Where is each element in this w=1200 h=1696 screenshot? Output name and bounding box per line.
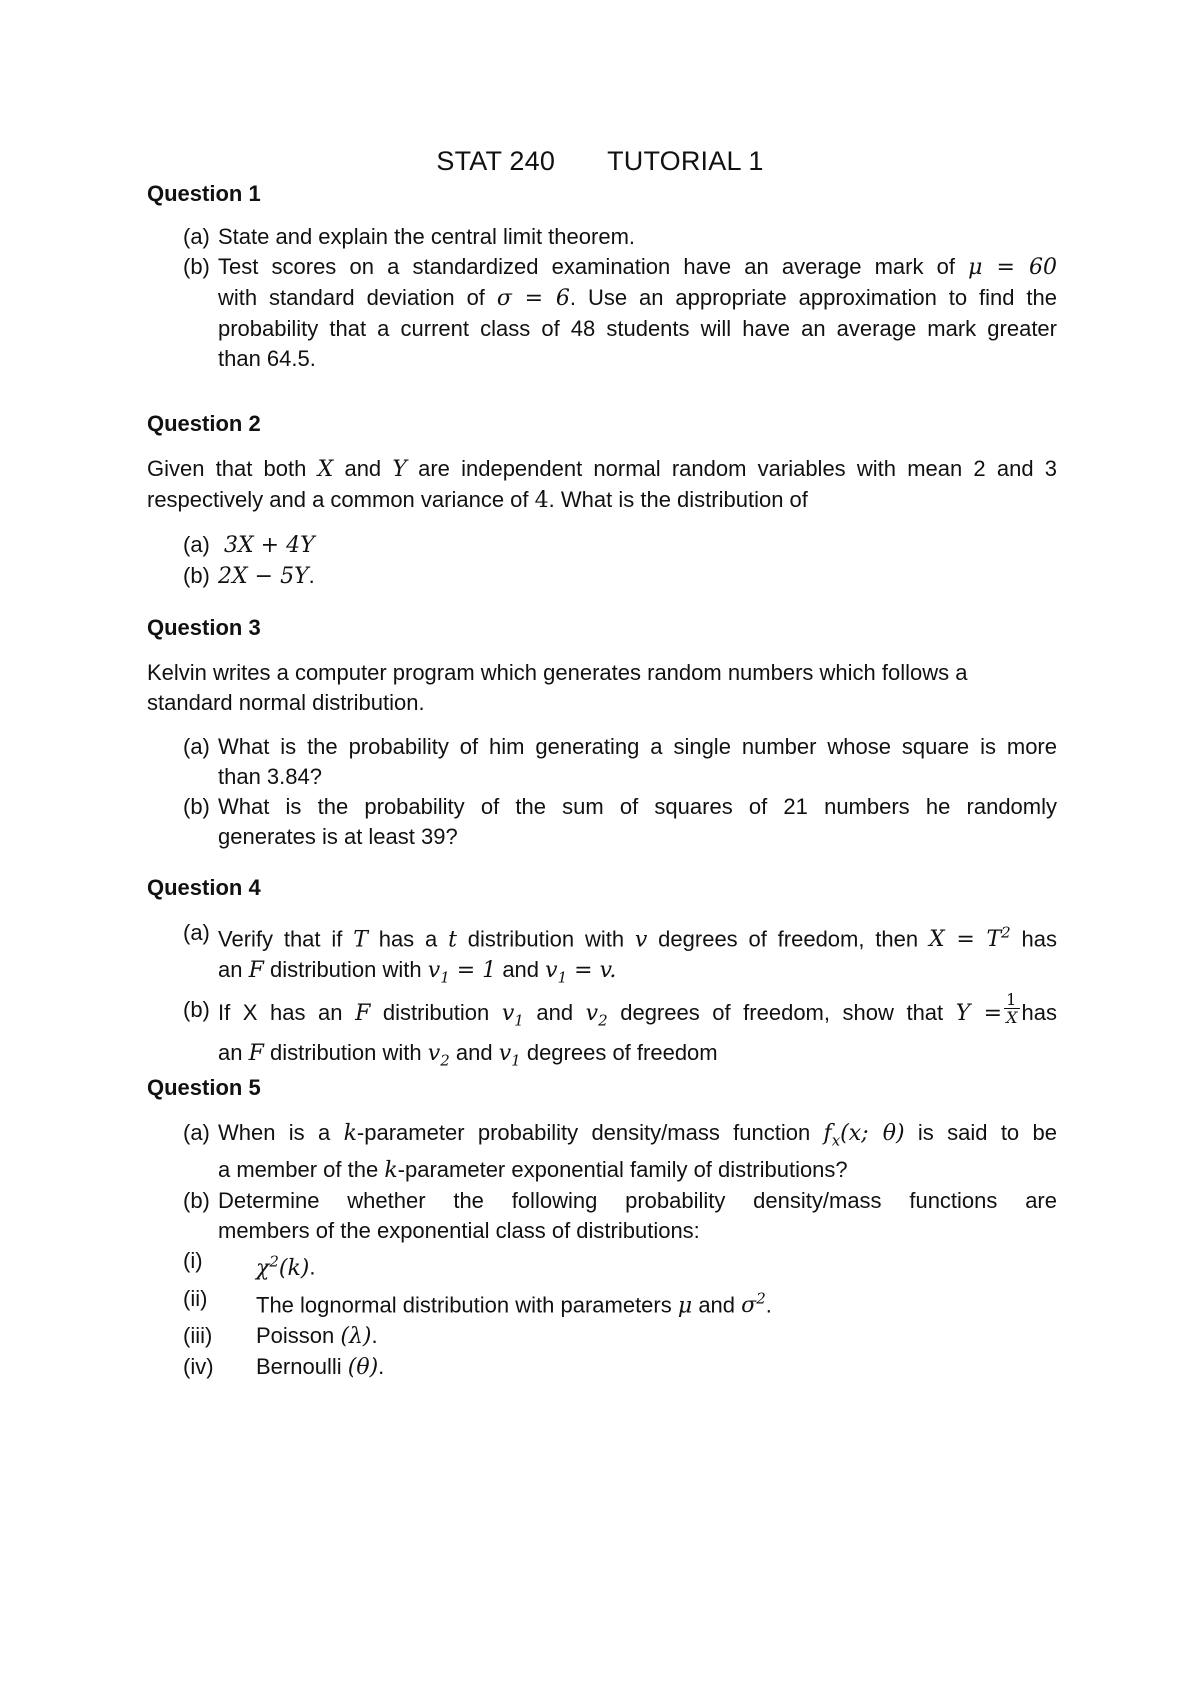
math-run: v	[545, 958, 558, 984]
text-run: Poisson	[256, 1323, 335, 1349]
math-run: X = T	[928, 927, 1002, 953]
question-4-heading: Question 4	[147, 875, 261, 900]
math-expression: 3X + 4Y	[224, 533, 315, 558]
text-run: has a	[378, 926, 438, 952]
question-5b-i	[147, 1246, 1057, 1283]
math-chi-square	[256, 1252, 310, 1281]
text-run: degrees of freedom, then	[658, 926, 919, 952]
text-run: . What is the distribution of	[548, 487, 808, 512]
item-label: (a)	[183, 1120, 210, 1145]
text-run: and	[698, 1292, 736, 1318]
question-1-heading: Question 1	[147, 181, 261, 206]
question-4a	[147, 918, 1057, 993]
math-sigma-squared	[741, 1289, 766, 1319]
text-run: distribution with	[467, 926, 625, 952]
math-k: k	[384, 1158, 398, 1184]
text-run: and	[455, 1040, 493, 1066]
item-label: (b)	[183, 996, 210, 1022]
math-run: v	[427, 1041, 441, 1067]
text-run: Given that both	[147, 456, 307, 481]
text-run: .	[765, 1292, 772, 1318]
text-run: -parameter exponential family of distributions?	[397, 1157, 848, 1183]
math-sigma-equation: σ = 6	[496, 286, 570, 311]
math-run: v	[427, 958, 441, 984]
math-subscript: x	[831, 1131, 841, 1150]
text-run: If X has an	[218, 999, 343, 1025]
text-run: Test scores on a standardized examination have an average mark of	[218, 254, 955, 279]
text-run: .	[308, 563, 315, 588]
item-label: (b)	[183, 1188, 210, 1214]
item-text-line	[218, 1118, 1057, 1155]
text-run: degrees of freedom	[526, 1040, 718, 1066]
question-5a	[147, 1118, 1057, 1186]
math-run: χ	[256, 1255, 270, 1281]
item-text-line: members of the exponential class of distributions:	[218, 1218, 700, 1244]
math-nu2	[427, 1041, 450, 1070]
math-subscript: 1	[440, 968, 450, 987]
math-f: F	[248, 1041, 264, 1067]
math-nu1-equation	[545, 958, 617, 987]
math-density-function	[823, 1121, 905, 1150]
math-subscript: 2	[598, 1011, 608, 1030]
question-2a	[147, 530, 1057, 561]
math-run: (x; θ)	[840, 1121, 905, 1146]
item-text-line: probability that a current class of 48 students will have an average mark greater	[218, 316, 1057, 341]
math-run: v	[501, 1000, 515, 1026]
question-3	[147, 614, 1057, 852]
question-2	[147, 410, 1057, 592]
question-3b	[147, 792, 1057, 852]
text-run: The lognormal distribution with parameters	[256, 1292, 672, 1318]
text-run: has	[1021, 999, 1057, 1025]
text-run: .	[378, 1354, 385, 1380]
math-t-upper: T	[353, 927, 368, 953]
text-run: respectively and a common variance of	[147, 487, 529, 512]
text-run: are independent normal random variables with mean 2 and 3	[418, 456, 1057, 481]
text-run: and	[502, 957, 540, 983]
math-four: 4	[534, 488, 549, 513]
math-f: F	[355, 1000, 371, 1026]
text-run: -parameter probability density/mass function	[356, 1120, 811, 1145]
item-text-line: than 64.5.	[218, 346, 316, 371]
question-4	[147, 874, 1057, 1076]
text-run: a member of the	[218, 1157, 379, 1183]
item-text-line	[218, 918, 1057, 955]
item-text-line: generates is at least 39?	[218, 824, 458, 849]
text-run: Bernoulli	[256, 1354, 342, 1380]
item-label: (b)	[183, 563, 210, 588]
math-fraction	[1004, 991, 1019, 1026]
math-run: v	[585, 1000, 599, 1026]
math-mu-equation: μ = 60	[968, 255, 1057, 280]
item-label: (a)	[183, 734, 210, 759]
math-nu1-equation	[427, 958, 497, 987]
question-5b-iii	[147, 1321, 1057, 1352]
math-theta: (θ)	[347, 1355, 379, 1381]
item-label: (ii)	[183, 1285, 208, 1311]
text-run: and	[536, 999, 574, 1025]
math-run: v	[498, 1041, 512, 1067]
math-expression: 2X − 5Y	[218, 564, 309, 589]
math-run: f	[823, 1121, 832, 1146]
text-run: distribution with	[270, 957, 422, 983]
math-superscript: 2	[269, 1252, 279, 1271]
item-text-line	[218, 1155, 1057, 1186]
question-5b	[147, 1186, 1057, 1246]
item-label: (a)	[183, 532, 210, 557]
course-code: STAT 240	[436, 146, 556, 176]
item-text-line: than 3.84?	[218, 764, 322, 789]
item-text-line	[218, 252, 1057, 283]
item-label: (iii)	[183, 1323, 213, 1349]
text-run: an	[218, 957, 243, 983]
math-superscript: 2	[756, 1289, 766, 1308]
math-subscript: 1	[557, 968, 568, 987]
question-2-heading: Question 2	[147, 411, 261, 436]
item-label: (i)	[183, 1248, 203, 1274]
item-label: (a)	[183, 920, 210, 945]
question-5-heading: Question 5	[147, 1075, 261, 1100]
math-mu: μ	[677, 1293, 693, 1319]
math-nu1	[498, 1041, 521, 1070]
math-nu1	[501, 1000, 524, 1030]
math-nu: v	[634, 927, 648, 953]
math-x-equation	[928, 924, 1011, 953]
item-text-line: Determine whether the following probability density/mass functions are	[218, 1188, 1057, 1214]
question-3a	[147, 732, 1057, 792]
item-label: (b)	[183, 254, 210, 279]
question-2b	[147, 561, 1057, 592]
math-nu2	[585, 1000, 608, 1030]
text-run: .	[371, 1323, 378, 1349]
math-run: = 1	[456, 958, 497, 984]
text-run: an	[218, 1040, 243, 1066]
question-5b-ii	[147, 1284, 1057, 1321]
item-text-line	[218, 955, 1057, 992]
math-run: = v.	[574, 958, 617, 984]
tutorial-label: TUTORIAL 1	[607, 146, 764, 176]
math-subscript: 2	[440, 1051, 450, 1070]
item-label: (iv)	[183, 1354, 214, 1380]
text-run: has	[1021, 926, 1057, 952]
text-run: distribution with	[270, 1040, 422, 1066]
math-t-lower: t	[448, 927, 457, 953]
item-label: (a)	[183, 224, 210, 249]
question-1b	[147, 252, 1057, 374]
item-text: State and explain the central limit theorem.	[218, 224, 636, 249]
math-y: Y	[392, 457, 407, 482]
math-subscript: 1	[514, 1011, 524, 1030]
text-run: When is a	[218, 1120, 331, 1145]
math-f: F	[248, 958, 264, 984]
fraction-denominator: X	[1006, 1008, 1018, 1028]
text-run: .	[309, 1254, 316, 1280]
question-5b-iv	[147, 1352, 1057, 1383]
math-y-equation: Y =	[955, 1000, 1003, 1026]
text-run: degrees of freedom, show that	[620, 999, 944, 1025]
question-4b	[147, 990, 1057, 1076]
math-x: X	[317, 457, 334, 482]
item-text-line	[218, 283, 1057, 314]
math-run: (k)	[278, 1255, 310, 1281]
text-run: is said to be	[917, 1120, 1057, 1145]
math-lambda: (λ)	[340, 1324, 372, 1350]
math-subscript: 1	[511, 1051, 521, 1070]
paragraph-line	[147, 454, 1057, 485]
item-text-line	[218, 1038, 1057, 1075]
question-3-heading: Question 3	[147, 615, 261, 640]
question-1	[147, 180, 1057, 374]
fraction-numerator: 1	[1004, 991, 1019, 1009]
item-text-line: What is the probability of him generating a single number whose square is more	[218, 734, 1057, 759]
question-5	[147, 1074, 1057, 1383]
question-1a	[147, 222, 1057, 252]
paragraph-line	[147, 485, 1057, 516]
page-title	[0, 146, 1200, 177]
item-text-line: What is the probability of the sum of squares of 21 numbers he randomly	[218, 794, 1057, 819]
text-run: distribution	[382, 999, 490, 1025]
math-superscript: 2	[1001, 924, 1011, 942]
text-run: . Use an appropriate approximation to find the	[569, 285, 1057, 310]
item-text-line	[218, 990, 1057, 1038]
paragraph-line: Kelvin writes a computer program which generates random numbers which follows a	[147, 660, 968, 685]
paragraph-line: standard normal distribution.	[147, 690, 425, 715]
math-run: σ	[741, 1293, 757, 1319]
text-run: and	[344, 456, 382, 481]
text-run: Verify that if	[218, 926, 343, 952]
item-label: (b)	[183, 794, 210, 819]
math-k: k	[343, 1121, 357, 1146]
text-run: with standard deviation of	[218, 285, 485, 310]
